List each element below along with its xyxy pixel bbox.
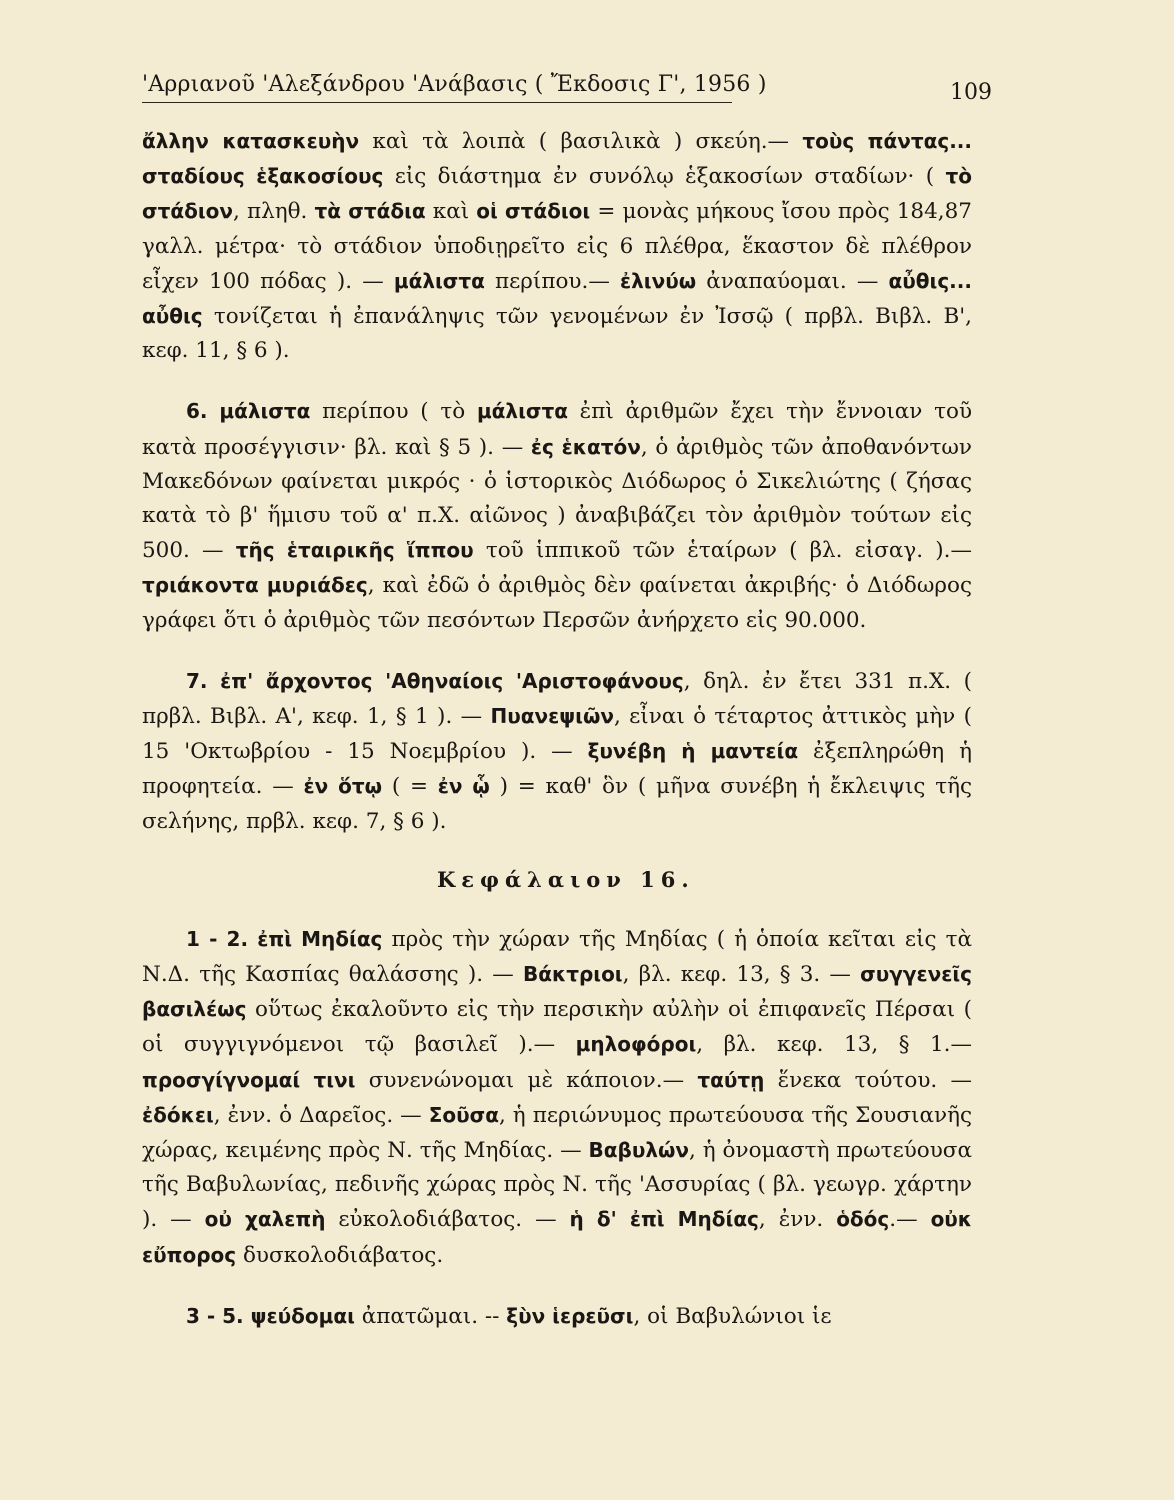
commentary-text: , πληθ. xyxy=(232,199,315,225)
lemma-term: ἐλινύω xyxy=(619,268,697,293)
lemma-term: Σοῦσα xyxy=(428,1102,499,1127)
lemma-term: μηλοφόροι xyxy=(575,1032,697,1057)
commentary-text: , οἱ Βαβυλώνιοι ἱε xyxy=(633,1303,832,1329)
lemma-term: μάλιστα xyxy=(219,399,311,424)
commentary-text: , δηλ. ἐν ἔτει 331 π.Χ. ( πρβλ. Βιβλ. Α', κεφ. 1, § 1 ). — xyxy=(142,668,973,730)
running-header xyxy=(142,66,992,106)
lemma-term: ξὺν ἱερεῦσι xyxy=(506,1303,634,1328)
commentary-text: ) = καθ' ὃν ( μῆνα συνέβη ἡ ἔκλειψις τῆς σελήνης, πρβλ. κεφ. 7, § 6 ). xyxy=(142,774,973,834)
commentary-text: ἀπατῶμαι. -- xyxy=(354,1303,507,1329)
lemma-term: ἄλλην κατασκευὴν xyxy=(142,129,360,153)
commentary-text: , βλ. κεφ. 13, § 3. — xyxy=(622,962,861,988)
lemma-term: ἐπ' ἄρχοντος 'Αθηναίοις 'Αριστοφάνους xyxy=(220,668,684,693)
lemma-term: 6. xyxy=(186,399,220,424)
lemma-term: ἐπὶ Μηδίας xyxy=(257,926,383,951)
lemma-term: οἱ στάδιοι xyxy=(476,199,591,224)
lemma-term: αὖθις... αὖθις xyxy=(142,268,972,329)
lemma-term: ὁδός xyxy=(836,1207,890,1232)
commentary-text: καὶ τὰ λοιπὰ ( βασιλικὰ ) σκεύη.— xyxy=(359,129,803,154)
commentary-text: δυσκολοδιάβατος. xyxy=(236,1242,444,1268)
lemma-term: 3 - 5. xyxy=(186,1303,251,1328)
commentary-text: , βλ. κεφ. 13, § 1.— xyxy=(696,1032,972,1058)
lemma-term: 1 - 2. xyxy=(186,926,258,951)
commentary-text: = μονὰς μήκους ἴσου πρὸς 184,87 γαλλ. μέτρα· τὸ στάδιον ὑποδιῃρεῖτο εἰς 6 πλέθρα, ἕκαστον δὲ πλέθρον εἶχεν 100 πόδας ). — xyxy=(142,199,972,294)
commentary-text: ἐξεπληρώθη ἡ προφητεία. — xyxy=(142,739,973,800)
paragraph-note-6 xyxy=(142,394,972,637)
lemma-term: συγγενεῖς βασιλέως xyxy=(142,962,973,1022)
page-number: 109 xyxy=(950,80,992,105)
commentary-text: , εἶναι ὁ τέταρτος ἀττικὸς μὴν ( 15 'Οκτωβρίου - 15 Νοεμβρίου ). — xyxy=(142,704,972,765)
commentary-text: οὕτως ἐκαλοῦντο εἰς τὴν περσικὴν αὐλὴν οἱ ἐπιφανεῖς Πέρσαι ( οἱ συγγιγνόμενοι τῷ βασιλεῖ ).— xyxy=(142,997,972,1058)
commentary-text: .— xyxy=(889,1207,931,1233)
commentary-text: ἀναπαύομαι. — xyxy=(696,268,889,294)
lemma-term: μάλιστα xyxy=(393,268,485,293)
commentary-text: πρὸς τὴν χώραν τῆς Μηδίας ( ἡ ὁποία κεῖται εἰς τὰ Ν.Δ. τῆς Κασπίας θαλάσσης ). — xyxy=(142,926,972,988)
lemma-term: 7. xyxy=(186,668,221,693)
header-title: 'Αρριανοῦ 'Αλεξάνδρου 'Ανάβασις ( Ἔκδοσις Γ', 1956 ) xyxy=(142,72,767,97)
lemma-term: οὐκ εὔπορος xyxy=(142,1207,973,1267)
header-rule xyxy=(142,102,732,103)
lemma-term: ταύτῃ xyxy=(697,1067,765,1092)
lemma-term: Πυανεψιῶν xyxy=(490,704,614,729)
commentary-text: ἕνεκα τούτου. — xyxy=(764,1067,972,1093)
commentary-text: τοῦ ἱππικοῦ τῶν ἑταίρων ( βλ. εἰσαγ. ).— xyxy=(473,538,972,564)
lemma-term: ἐς ἑκατόν xyxy=(530,434,641,459)
commentary-text: εὐκολοδιάβατος. — xyxy=(325,1207,570,1233)
commentary-body xyxy=(142,124,972,1334)
paragraph-note-7 xyxy=(142,664,972,839)
lemma-term: τῆς ἑταιρικῆς ἵππου xyxy=(235,538,474,563)
lemma-term: τοὺς πάντας... σταδίους ἑξακοσίους xyxy=(142,129,972,189)
lemma-term: ξυνέβη ἡ μαντεία xyxy=(587,739,799,764)
commentary-text: , ἡ περιώνυμος πρωτεύουσα τῆς Σουσιανῆς χώρας, κειμένης πρὸς Ν. τῆς Μηδίας. — xyxy=(142,1102,972,1164)
lemma-term: Βαβυλών xyxy=(588,1138,689,1163)
paragraph-continued xyxy=(142,124,972,368)
commentary-text: , καὶ ἐδῶ ὁ ἀριθμὸς δὲν φαίνεται ἀκριβής· ὁ Διόδωρος γράφει ὅτι ὁ ἀριθμὸς τῶν πεσόντων Περσῶν ἀνήρχετο εἰς 90.000. xyxy=(142,573,972,633)
commentary-text: ἐπὶ ἀριθμῶν ἔχει τὴν ἔννοιαν τοῦ κατὰ προσέγγισιν· βλ. καὶ § 5 ). — xyxy=(142,399,973,460)
commentary-text: , ἐνν. ὁ Δαρεῖος. — xyxy=(213,1102,429,1128)
lemma-term: τὸ στάδιον xyxy=(142,164,973,224)
lemma-term: Βάκτριοι xyxy=(523,962,623,987)
commentary-text: εἰς διάστημα ἐν συνόλῳ ἑξακοσίων σταδίων· ( xyxy=(383,164,946,190)
lemma-term: ἐν ᾧ xyxy=(437,774,490,799)
lemma-term: προσγίγνομαί τινι xyxy=(142,1067,356,1092)
commentary-text: καὶ xyxy=(425,199,477,225)
commentary-text: συνενώνομαι μὲ κάποιον.— xyxy=(355,1067,698,1093)
lemma-term: οὐ χαλεπὴ xyxy=(204,1207,326,1232)
commentary-text: περίπου.— xyxy=(484,268,620,294)
lemma-term: τὰ στάδια xyxy=(314,199,426,224)
commentary-text: περίπου ( τὸ xyxy=(310,399,477,425)
lemma-term: ἡ δ' ἐπὶ Μηδίας xyxy=(569,1207,759,1232)
lemma-term: ψεύδομαι xyxy=(250,1303,355,1328)
commentary-text: ( = xyxy=(382,774,438,800)
lemma-term: μάλιστα xyxy=(476,399,568,424)
paragraph-note-3-5 xyxy=(142,1299,972,1334)
lemma-term: ἐν ὅτῳ xyxy=(303,774,383,799)
commentary-text: , ἡ ὀνομαστὴ πρωτεύουσα τῆς Βαβυλωνίας, πεδινῆς χώρας πρὸς Ν. τῆς 'Ασσυρίας ( βλ. γεωγρ. χάρτην ). — xyxy=(142,1138,972,1233)
lemma-term: ἐδόκει xyxy=(142,1102,214,1127)
chapter-heading: Κεφάλαιον 16. xyxy=(437,866,695,892)
lemma-term: τριάκοντα μυριάδες xyxy=(142,573,368,598)
commentary-text: , ὁ ἀριθμὸς τῶν ἀποθανόντων Μακεδόνων φαίνεται μικρός · ὁ ἱστορικὸς Διόδωρος ὁ Σικελιώτης ( ζήσας κατὰ τὸ β' ἥμισυ τοῦ α' π.Χ. αἰῶνος ) ἀναβιβάζει τὸν ἀριθμὸν τούτων εἰς 500. — xyxy=(142,434,972,564)
commentary-text: , ἐνν. xyxy=(758,1207,837,1233)
commentary-text: τονίζεται ἡ ἐπανάληψις τῶν γενομένων ἐν Ἰσσῷ ( πρβλ. Βιβλ. Β', κεφ. 11, § 6 ). xyxy=(142,304,972,364)
paragraph-note-1-2 xyxy=(142,922,972,1273)
